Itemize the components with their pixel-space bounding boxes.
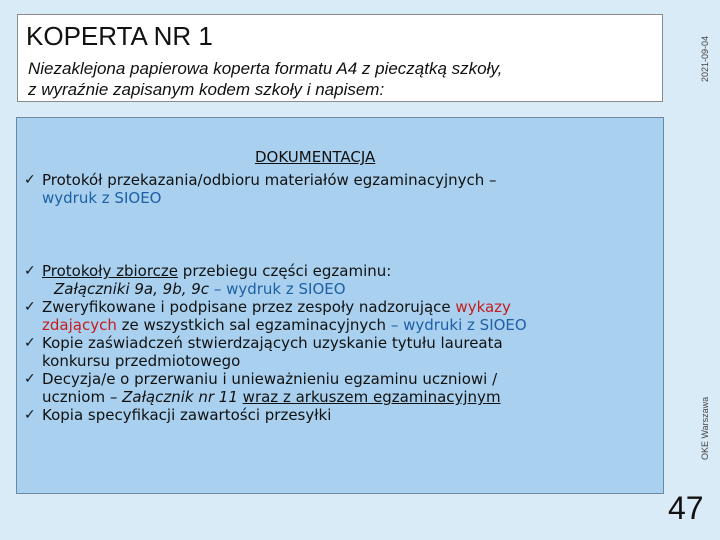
side-date-label: 2021-09-04 xyxy=(700,35,710,82)
list-item: ✓ Protokół przekazania/odbioru materiałów egzaminacyjnych – wydruk z SIOEO xyxy=(24,171,497,207)
list-item: ✓ Kopia specyfikacji zawartości przesyłki xyxy=(24,406,332,424)
checklist-top xyxy=(24,171,644,207)
list-item: ✓ Decyzja/e o przerwaniu i unieważnieniu egzaminu uczniowi / uczniom – Załącznik nr 11 wraz z arkuszem egzaminacyjnym xyxy=(24,370,501,406)
slide-title: KOPERTA NR 1 xyxy=(26,21,213,51)
list-item: ✓ Zweryfikowane i podpisane przez zespoły nadzorujące wykazy zdających ze wszystkich sal egzaminacyjnych – wydruki z SIOEO xyxy=(24,298,527,334)
checklist-main xyxy=(24,262,644,424)
subtitle-line-1: Niezaklejona papierowa koperta formatu A4 z pieczątką szkoły, xyxy=(28,59,503,78)
checkmark-icon: ✓ xyxy=(24,335,36,351)
checkmark-icon: ✓ xyxy=(24,371,36,387)
documentation-heading: DOKUMENTACJA xyxy=(255,148,376,166)
page-number: 47 xyxy=(668,490,704,526)
checkmark-icon: ✓ xyxy=(24,172,36,188)
side-organization-label: OKE Warszawa xyxy=(700,396,710,460)
checkmark-icon: ✓ xyxy=(24,263,36,279)
list-item: ✓ Protokoły zbiorcze przebiegu części egzaminu: Załączniki 9a, 9b, 9c – wydruk z SIOEO xyxy=(24,262,392,298)
checkmark-icon: ✓ xyxy=(24,407,36,423)
subtitle-line-2: z wyraźnie zapisanym kodem szkoły i napisem: xyxy=(28,80,385,99)
title-box xyxy=(17,14,663,102)
checkmark-icon: ✓ xyxy=(24,299,36,315)
slide-subtitle xyxy=(28,58,502,100)
list-item: ✓ Kopie zaświadczeń stwierdzających uzyskanie tytułu laureata konkursu przedmiotowego xyxy=(24,334,503,370)
